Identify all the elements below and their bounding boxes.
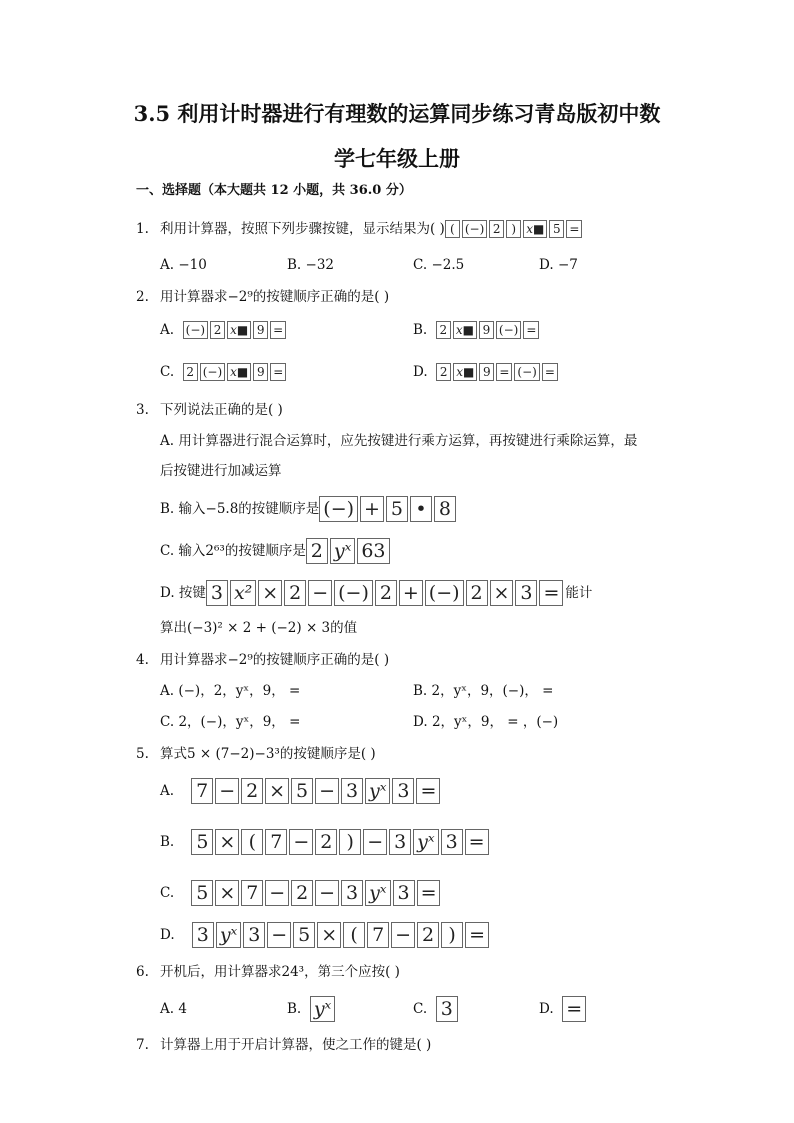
calculator-key: = [539, 580, 563, 606]
question-2-option-a-label: A. [160, 322, 175, 338]
question-3-option-a-line-1: A. 用计算器进行混合运算时，应先按键进行乘方运算，再按键进行乘除运算，最 [160, 433, 638, 449]
document-title-line-2: 学七年级上册 [334, 146, 460, 171]
question-1-option-c: C. −2.5 [413, 257, 465, 273]
calculator-key: − [308, 580, 332, 606]
calculator-key: ( [343, 922, 365, 948]
calculator-key: • [410, 496, 432, 522]
calculator-key: 7 [367, 922, 389, 948]
calculator-key: 9 [479, 363, 494, 381]
calculator-key: x■ [453, 363, 477, 381]
calculator-key: 2 [417, 922, 439, 948]
question-2-option-d-label: D. [413, 364, 428, 380]
calculator-key: = [416, 778, 440, 804]
calculator-key: 5 [293, 922, 315, 948]
calculator-key: 2 [466, 580, 488, 606]
question-6-number: 6. [136, 964, 149, 980]
question-2-option-b-keys [436, 321, 542, 339]
question-3-number: 3. [136, 402, 149, 418]
calculator-key: ) [441, 922, 463, 948]
question-4-option-c: C. 2，(−)，yˣ，9， = [160, 714, 301, 730]
calculator-key: 3 [206, 580, 228, 606]
calculator-key: = [417, 880, 441, 906]
calculator-key: 2 [183, 363, 198, 381]
calculator-key: yˣ [310, 996, 335, 1022]
calculator-key: 7 [241, 880, 263, 906]
calculator-key: × [317, 922, 341, 948]
calculator-key: 3 [341, 880, 363, 906]
calculator-key: 3 [392, 778, 414, 804]
question-5-option-c-label: C. [160, 885, 175, 901]
calculator-key: 2 [315, 829, 337, 855]
question-3-option-d-line-2: 算出(−3)² × 2 + (−2) × 3的值 [160, 620, 358, 636]
calculator-key: = [566, 220, 582, 238]
calculator-key: + [360, 496, 384, 522]
question-2-option-c-label: C. [160, 364, 175, 380]
calculator-key: 5 [386, 496, 408, 522]
question-3-option-d-keys [206, 580, 565, 606]
question-2-option-a-keys [183, 321, 289, 339]
calculator-key: (−) [319, 496, 358, 522]
calculator-key: (−) [334, 580, 373, 606]
question-5-option-b-label: B. [160, 834, 175, 850]
calculator-key: × [215, 829, 239, 855]
question-2-option-b-label: B. [413, 322, 428, 338]
calculator-key: ( [445, 220, 460, 238]
calculator-key: (−) [462, 220, 487, 238]
calculator-key: × [490, 580, 514, 606]
calculator-key: = [465, 922, 489, 948]
question-6-option-a: A. 4 [160, 1001, 187, 1017]
calculator-key: 3 [515, 580, 537, 606]
question-5-option-d-label: D. [160, 927, 175, 943]
calculator-key: 2 [375, 580, 397, 606]
calculator-key: = [270, 363, 286, 381]
question-6-option-b-keys [310, 996, 337, 1022]
question-5-option-a-label: A. [160, 783, 175, 799]
question-6-option-b-label: B. [287, 1001, 302, 1017]
calculator-key: 9 [479, 321, 494, 339]
calculator-key: 3 [192, 922, 214, 948]
calculator-key: − [267, 922, 291, 948]
question-3-option-c-keys [306, 538, 392, 564]
question-7-text: 计算器上用于开启计算器，使之工作的键是( ) [160, 1037, 432, 1053]
calculator-key: 5 [291, 778, 313, 804]
calculator-key: 3 [243, 922, 265, 948]
calculator-key: (−) [183, 321, 208, 339]
calculator-key: yˣ [413, 829, 438, 855]
calculator-key: 9 [253, 363, 268, 381]
document-title-line-1: 3.5 利用计时器进行有理数的运算同步练习青岛版初中数 [133, 101, 661, 126]
question-1-number: 1. [136, 221, 149, 237]
calculator-key: 5 [191, 829, 213, 855]
question-6-option-c-keys [436, 996, 460, 1022]
calculator-key: = [562, 996, 586, 1022]
calculator-key: yˣ [365, 778, 390, 804]
calculator-key: 2 [284, 580, 306, 606]
calculator-key: ) [339, 829, 361, 855]
question-6-text: 开机后，用计算器求24³，第三个应按( ) [160, 964, 400, 980]
calculator-key: = [523, 321, 539, 339]
calculator-key: (−) [200, 363, 225, 381]
calculator-key: x■ [227, 363, 251, 381]
question-4-option-a: A. (−)，2，yˣ，9， = [160, 683, 301, 699]
question-1-keys [445, 220, 585, 238]
question-1-option-b: B. −32 [287, 257, 335, 273]
calculator-key: 2 [436, 363, 451, 381]
question-4-text: 用计算器求−2⁹的按键顺序正确的是( ) [160, 652, 390, 668]
calculator-key: x■ [227, 321, 251, 339]
calculator-key: x■ [453, 321, 477, 339]
question-2-text: 用计算器求−2⁹的按键顺序正确的是( ) [160, 289, 390, 305]
calculator-key: x■ [523, 220, 547, 238]
calculator-key: − [289, 829, 313, 855]
calculator-key: 3 [341, 778, 363, 804]
question-2-option-d-keys [436, 363, 560, 381]
section-heading: 一、选择题（本大题共 12 小题，共 36.0 分） [136, 183, 412, 198]
calculator-key: × [215, 880, 239, 906]
question-5-option-c-keys [191, 880, 442, 906]
calculator-key: = [496, 363, 512, 381]
calculator-key: = [465, 829, 489, 855]
question-3-option-b-text: B. 输入−5.8的按键顺序是 [160, 501, 320, 517]
calculator-key: 3 [441, 829, 463, 855]
question-1-text: 利用计算器，按照下列步骤按键，显示结果为( ) [160, 221, 445, 237]
calculator-key: (−) [425, 580, 464, 606]
question-4-number: 4. [136, 652, 149, 668]
calculator-key: − [315, 778, 339, 804]
calculator-key: yˣ [216, 922, 241, 948]
question-1-option-d: D. −7 [539, 257, 578, 273]
calculator-key: × [265, 778, 289, 804]
question-4-option-d: D. 2，yˣ，9， = ，(−) [413, 714, 559, 730]
calculator-key: (−) [514, 363, 539, 381]
calculator-key: ) [506, 220, 521, 238]
question-3-option-d-tail: 能计 [565, 585, 593, 601]
question-5-option-a-keys [191, 778, 442, 804]
question-6-option-d-keys [562, 996, 588, 1022]
calculator-key: x² [230, 580, 256, 606]
question-6-option-c-label: C. [413, 1001, 428, 1017]
calculator-key: yˣ [365, 880, 390, 906]
calculator-key: 5 [191, 880, 213, 906]
calculator-key: 8 [434, 496, 456, 522]
calculator-key: 2 [210, 321, 225, 339]
question-5-option-d-keys [192, 922, 491, 948]
question-5-number: 5. [136, 746, 149, 762]
calculator-key: 2 [489, 220, 504, 238]
question-5-option-b-keys [191, 829, 490, 855]
calculator-key: 7 [191, 778, 213, 804]
calculator-key: 3 [389, 829, 411, 855]
calculator-key: 5 [549, 220, 564, 238]
calculator-key: × [258, 580, 282, 606]
calculator-key: 2 [436, 321, 451, 339]
calculator-key: + [399, 580, 423, 606]
question-5-text: 算式5 × (7−2)−3³的按键顺序是( ) [160, 746, 376, 762]
question-3-option-a-line-2: 后按键进行加减运算 [160, 463, 282, 479]
question-3-option-d-text: D. 按键 [160, 585, 206, 601]
calculator-key: ( [241, 829, 263, 855]
calculator-key: − [363, 829, 387, 855]
question-1-option-a: A. −10 [160, 257, 207, 273]
calculator-key: 7 [265, 829, 287, 855]
calculator-key: 2 [306, 538, 328, 564]
question-3-option-b-keys [319, 496, 458, 522]
question-6-option-d-label: D. [539, 1001, 554, 1017]
calculator-key: 3 [393, 880, 415, 906]
calculator-key: − [315, 880, 339, 906]
calculator-key: − [265, 880, 289, 906]
calculator-key: 2 [291, 880, 313, 906]
question-3-option-c-text: C. 输入2⁶³的按键顺序是 [160, 543, 306, 559]
calculator-key: 3 [436, 996, 458, 1022]
calculator-key: 2 [241, 778, 263, 804]
calculator-key: − [215, 778, 239, 804]
question-4-option-b: B. 2，yˣ，9，(−)， = [413, 683, 554, 699]
question-2-number: 2. [136, 289, 149, 305]
calculator-key: yˣ [330, 538, 355, 564]
calculator-key: − [391, 922, 415, 948]
question-7-number: 7. [136, 1037, 149, 1053]
calculator-key: = [270, 321, 286, 339]
question-3-text: 下列说法正确的是( ) [160, 402, 283, 418]
calculator-key: = [542, 363, 558, 381]
calculator-key: 63 [357, 538, 389, 564]
question-2-option-c-keys [183, 363, 289, 381]
calculator-key: (−) [496, 321, 521, 339]
calculator-key: 9 [253, 321, 268, 339]
